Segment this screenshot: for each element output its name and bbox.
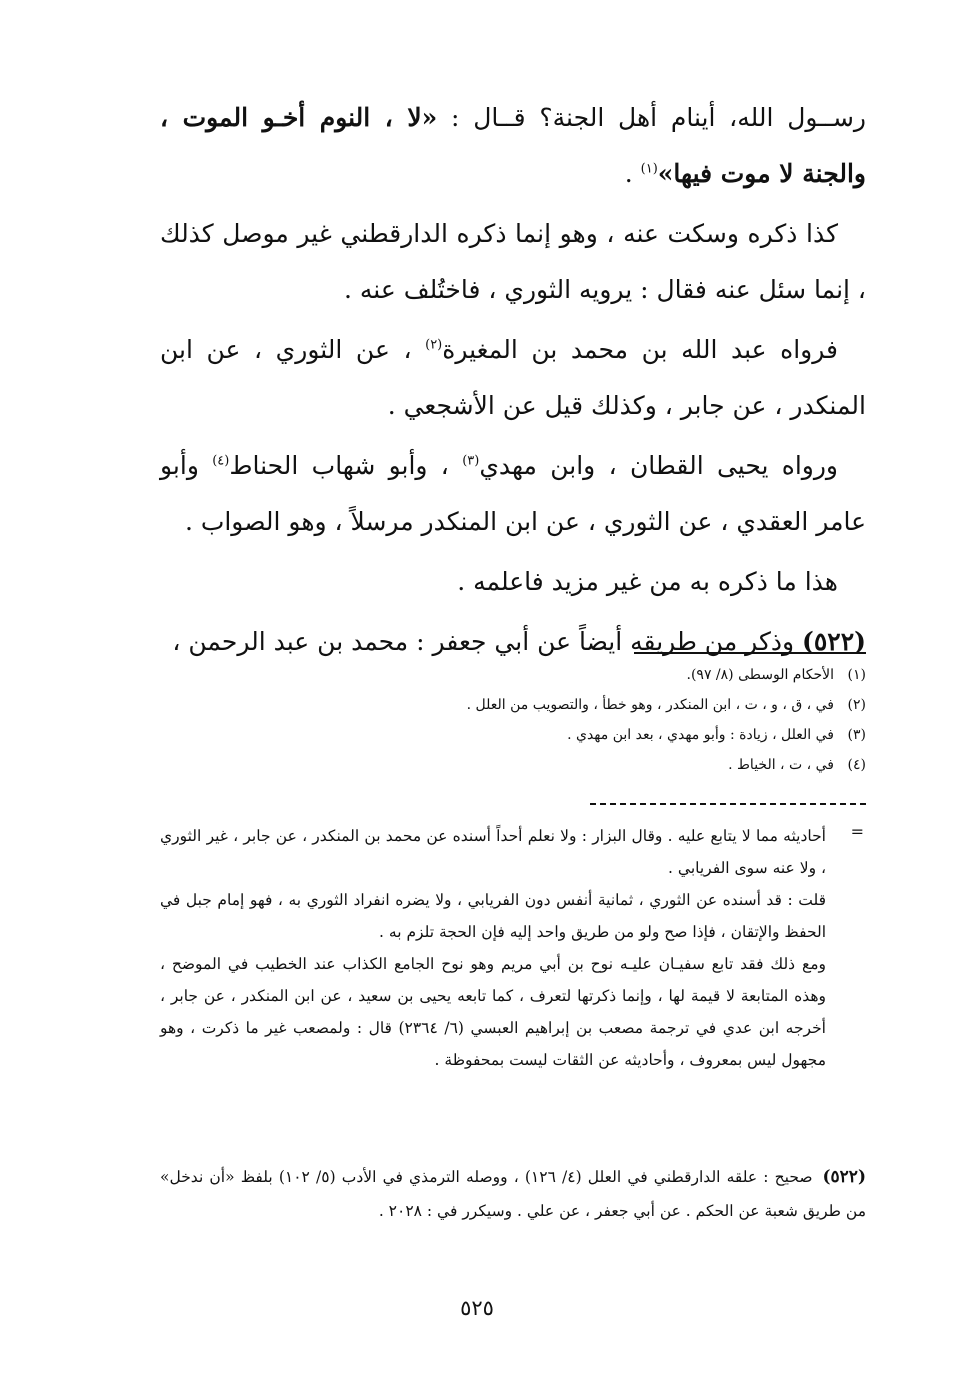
hadith-commentary — [160, 1160, 866, 1228]
p3-b: ، عن الثوري ، عن ابن المنكدر ، عن جابر ، وكذلك قيل عن الأشجعي . — [160, 335, 866, 420]
main-text — [160, 90, 866, 674]
p1-intro: رســول الله، أينام أهل الجنة؟ قــال : — [437, 103, 866, 132]
footnote-1 — [160, 660, 866, 690]
footnote-ref-3[interactable]: (٣) — [462, 453, 480, 469]
footnote-text: في العلل ، زيادة : وأبو مهدي ، بعد ابن مهدي . — [567, 727, 834, 743]
page-number: ٥٢٥ — [460, 1296, 494, 1320]
footnotes — [160, 660, 866, 780]
footnote-2 — [160, 690, 866, 720]
footnote-separator — [634, 652, 866, 654]
p1-end: . — [624, 159, 641, 188]
paragraph-2: كذا ذكره وسكت عنه ، وهو إنما ذكره الدارقطني غير موصل كذلك ، إنما سئل عنه فقال : يرويه الثوري ، فاختُلف عنه . — [160, 219, 866, 304]
hadith-commentary-text: صحيح : علقه الدارقطني في العلل (٤/ ١٢٦) ، ووصله الترمذي في الأدب (٥/ ١٠٢) بلفظ «أن ندخل» من طريق شعبة عن الحكم . عن أبي جعفر ، عن علي . وسيكرر في : ٢٠٢٨ . — [160, 1168, 866, 1220]
footnote-mark: (١) — [847, 667, 866, 683]
footnote-ref-4[interactable]: (٤) — [212, 453, 230, 469]
commentary-separator — [590, 803, 866, 805]
p4-c: وأبو عامر العقدي ، عن الثوري ، عن ابن المنكدر مرسلاً ، وهو الصواب . — [160, 451, 866, 536]
commentary-paragraph-2: قلت : قد أسنده عن الثوري ، ثمانية أنفس دون الفريابي ، ولا يضره انفراد الثوري به ، فهو إمام جبل في الحفظ والإتقان ، فإذا صح ولو من طريق واحد إليه فإن الحجة تلزم به . — [160, 891, 826, 941]
paragraph-3 — [160, 322, 866, 434]
commentary-body — [160, 820, 826, 1076]
commentary — [160, 820, 866, 1076]
p6-text: وذكر من طريقه أيضاً عن أبي جعفر : محمد بن عبد الرحمن ، — [172, 627, 803, 656]
footnote-mark: (٢) — [847, 697, 866, 713]
footnote-3 — [160, 720, 866, 750]
footnote-mark: (٣) — [847, 727, 866, 743]
footnote-4 — [160, 750, 866, 780]
commentary-paragraph-1: أحاديثه مما لا يتابع عليه . وقال البزار : ولا نعلم أحداً أسنده عن محمد بن المنكدر ، عن جابر ، غير الثوري ، ولا عنه سوى الفريابي . — [160, 827, 826, 877]
footnote-text: في ، ت ، الخياط . — [728, 757, 834, 773]
commentary-paragraph-3: ومع ذلك فقد تابع سفيـان عليـه نوح بن أبي مريم وهو نوح الجامع الكذاب عند الخطيب في الموضح ، وهذه المتابعة لا قيمة لها ، وإنما ذكرتها لتعرف ، كما تابعه يحيى بن سعيد ، عن ابن المنكدر ، عن جابر ، أخرجه ابن عدي في ترجمة مصعب بن إبراهيم العبسي (٦/ ٢٣٦٤) قال : ولمصعب غير ما ذكرت ، وهو مجهول ليس بمعروف ، وأحاديثه عن الثقات ليست بمحفوظة . — [160, 955, 826, 1069]
footnote-ref-2[interactable]: (٢) — [425, 337, 443, 353]
hadith-number: (٥٢٢) — [802, 627, 866, 656]
p1-quote: «لا ، النوم أخـو الموت ، والجنة لا موت فيها» — [160, 103, 866, 188]
footnote-ref-1[interactable]: (١) — [640, 161, 658, 177]
paragraph-1 — [160, 90, 866, 202]
paragraph-4 — [160, 438, 866, 550]
footnote-text: الأحكام الوسطى (٨/ ٩٧). — [686, 667, 834, 683]
hadith-commentary-number: (٥٢٢) — [822, 1167, 866, 1187]
paragraph-5: هذا ما ذكره به من غير مزيد فاعلمه . — [457, 567, 838, 596]
p3-a: فرواه عبد الله بن محمد بن المغيرة — [442, 335, 839, 364]
footnote-mark: (٤) — [847, 757, 866, 773]
p4-b: ، وأبو شهاب الحناط — [229, 451, 463, 480]
footnote-text: في ، ق ، و ، ت ، ابن المنكدر ، وهو خطأ ، والتصويب من العلل . — [466, 697, 834, 713]
p4-a: ورواه يحيى القطان ، وابن مهدي — [479, 451, 839, 480]
continuation-marker: = — [850, 822, 864, 841]
